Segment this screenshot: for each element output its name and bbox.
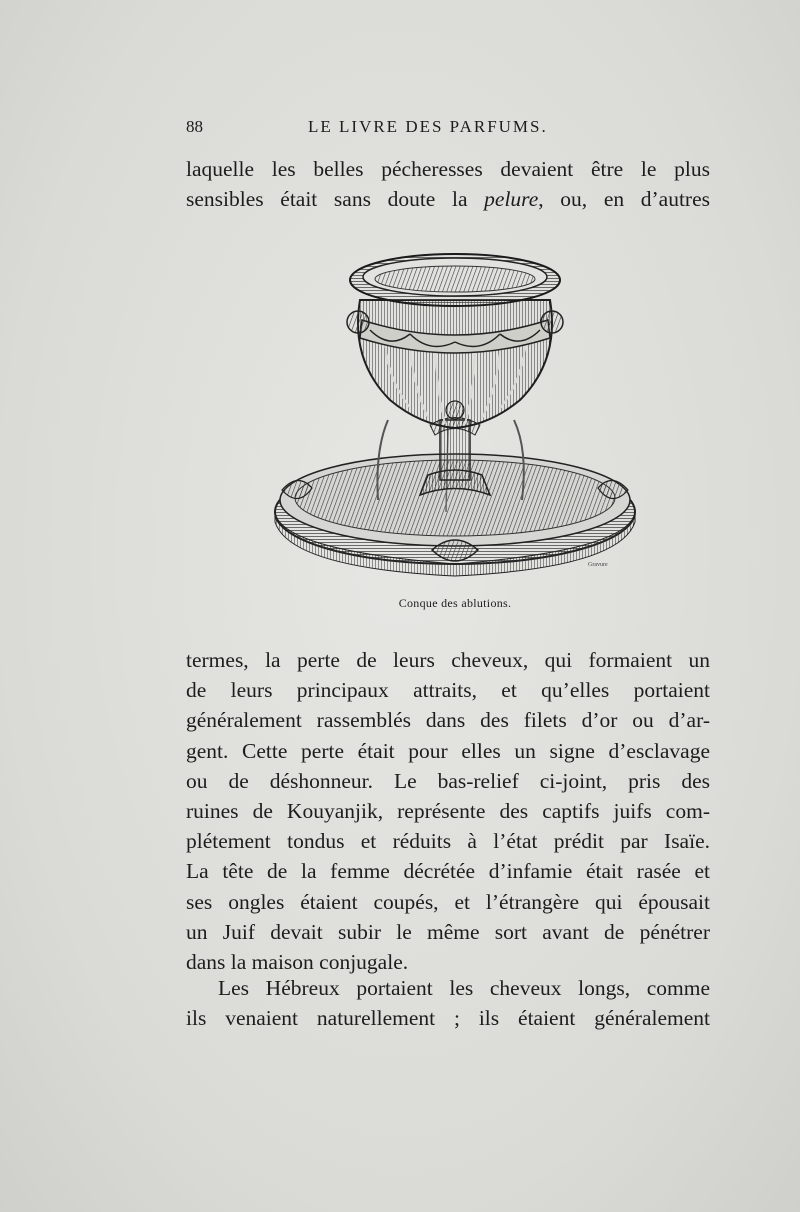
text-line: de leurs principaux attraits, et qu’elles portaient [186,678,710,703]
text-line: un Juif devait subir le même sort avant de pénétrer [186,919,710,944]
engraver-signature: Gravure [588,562,608,568]
text-line: ou de déshonneur. Le bas-relief ci-joint, pris des [186,768,710,793]
page-header [186,117,710,141]
text-line: laquelle les belles pécheresses devaient être le plus [186,157,710,181]
text-line: ses ongles étaient coupés, et l’étrangère qui épousait [186,889,710,914]
text-line: Les Hébreux portaient les cheveux longs, comme [218,976,710,1000]
paragraph-next [186,973,710,1033]
text-line: termes, la perte de leurs cheveux, qui formaient un [186,648,710,672]
fountain-engraving [270,250,640,580]
text-line: La tête de la femme décrétée d’infamie était rasée et [186,859,710,884]
paragraph-main [186,645,710,977]
text-span: , ou, en d’autres [538,187,711,212]
figure-caption: Conque des ablutions. [398,596,512,610]
text-line: généralement rassemblés dans des filets d’or ou d’ar- [186,708,710,733]
text-line: plétement tondus et réduits à l’état prédit par Isaïe. [186,829,710,854]
text-line: dans la maison conjugale. [186,950,409,975]
text-line [186,184,710,214]
italic-word: pelure [484,187,539,212]
paragraph-top [186,154,710,214]
page-number: 88 [186,117,203,136]
text-line: ruines de Kouyanjik, représente des captifs juifs com- [186,799,710,824]
text-line: gent. Cette perte était pour elles un signe d’esclavage [186,738,710,763]
text-line: ils venaient naturellement ; ils étaient généralement [186,1006,710,1031]
text-span: sensibles était sans doute la [186,187,485,212]
running-title: LE LIVRE DES PARFUMS. [308,117,548,136]
